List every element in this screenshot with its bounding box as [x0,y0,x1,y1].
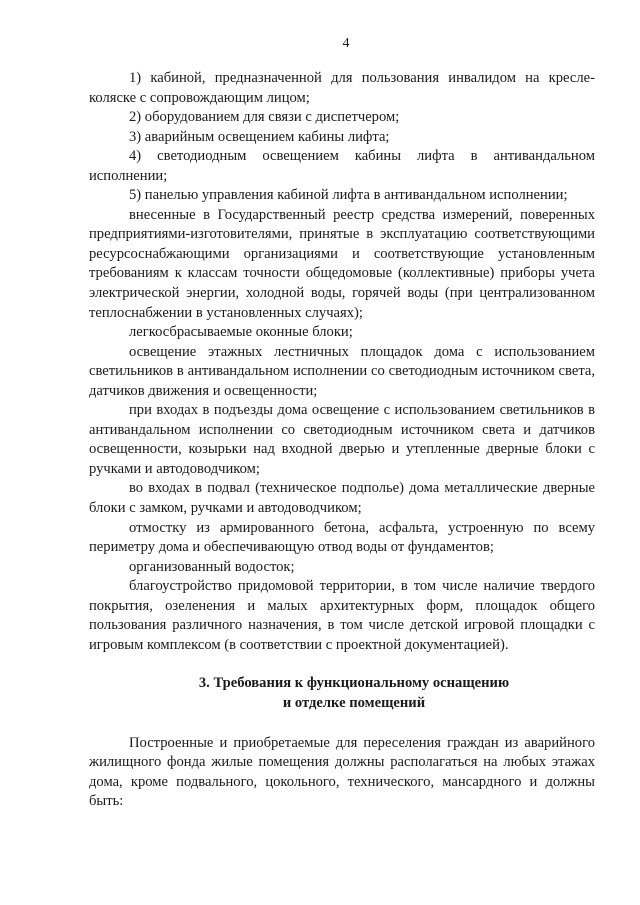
list-item: 3) аварийным освещением кабины лифта; [129,128,390,145]
paragraph: во входах в подвал (техническое подполье) дома металлические дверные блоки с замком, ручками и автодоводчиком; [89,480,595,517]
list-item: 4) светодиодным освещением кабины лифта в антивандальном исполнении; [89,148,595,184]
page-number: 4 [342,36,350,51]
paragraph: Построенные и приобретаемые для переселения граждан из аварийного жилищного фонда жилые помещения должны располагаться на любых этажах дома, кроме подвального, цокольного, технического, мансардного и должны быть: [89,734,595,810]
paragraph: внесенные в Государственный реестр средства измерений, поверенных предприятиями-изготовителями, принятые в эксплуатацию соответствующими ресурсоснабжающими организациями и соответствующие установленным требованиям к классам точности общедомовые (коллективные) приборы учета электрической энергии, холодной воды, горячей воды (при централизованном теплоснабжении в установленных случаях); [89,206,595,321]
document-body [89,69,595,812]
paragraph: освещение этажных лестничных площадок дома с использованием светильников в антивандальном исполнении со светодиодным источником света, датчиков движения и освещенности; [89,343,595,399]
paragraph: при входах в подъезды дома освещение с использованием светильников в антивандальном исполнении со светодиодным источником света и датчиков освещенности, козырьки над входной дверью и утепленные дверные блоки с ручками и автодоводчиком; [89,402,595,477]
paragraph: благоустройство придомовой территории, в том числе наличие твердого покрытия, озеленения и малых архитектурных форм, площадок общего пользования различного назначения, в том числе детской игровой площадки с игровым комплексом (в соответствии с проектной документацией). [89,578,595,653]
paragraph: легкосбрасываемые оконные блоки; [129,324,353,341]
list-item: 5) панелью управления кабиной лифта в антивандальном исполнении; [129,187,568,204]
list-item: 1) кабиной, предназначенной для пользования инвалидом на кресле-коляске с сопровождающим лицом; [89,70,595,106]
section-heading [89,655,595,733]
paragraph: организованный водосток; [129,558,295,575]
list-item: 2) оборудованием для связи с диспетчером; [129,109,400,126]
paragraph: отмостку из армированного бетона, асфальта, устроенную по всему периметру дома и обеспечивающую отвод воды от фундаментов; [89,519,595,556]
section-heading-line-1: 3. Требования к функциональному оснащению [198,675,510,692]
section-heading-line-2: и отделке помещений [282,694,426,711]
